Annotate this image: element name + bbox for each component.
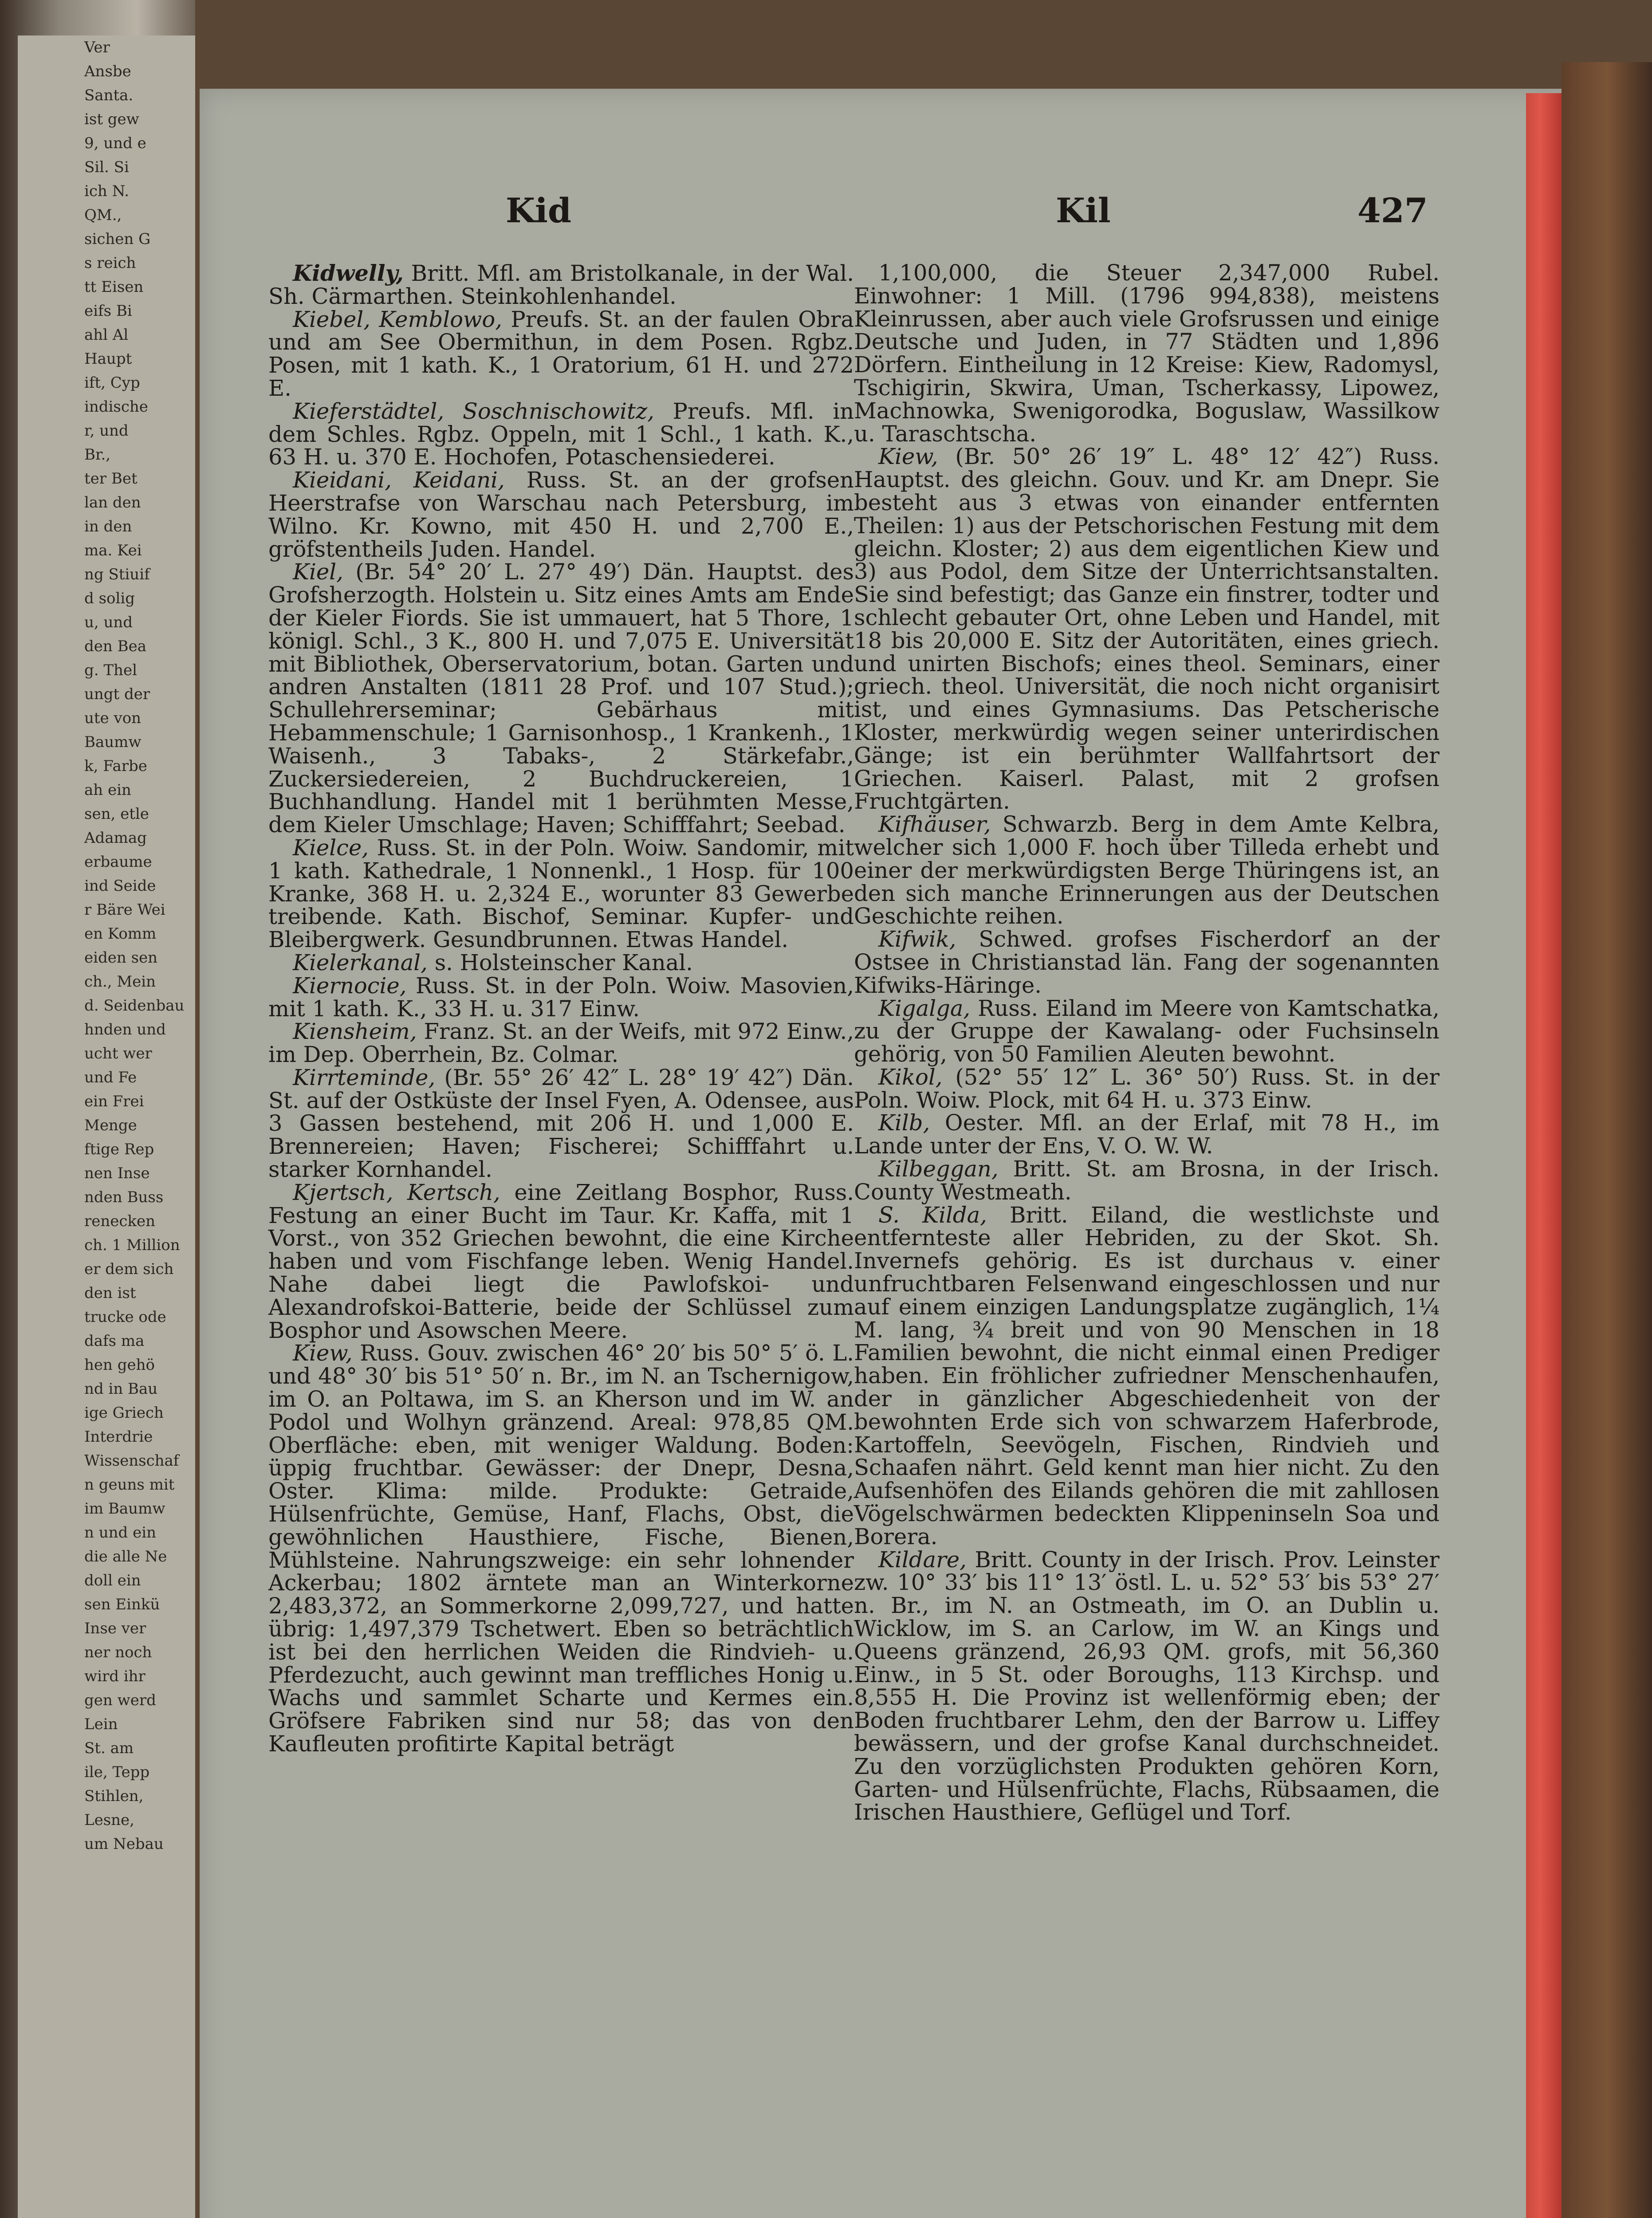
prev-page-text-fragment: hen gehö (84, 1356, 155, 1374)
entry-headword: Kielerkanal, (293, 949, 428, 975)
dictionary-entry (854, 997, 1440, 1066)
entry-headword: Kieidani, Keidani, (293, 467, 505, 493)
prev-page-text-fragment: trucke ode (84, 1308, 166, 1326)
page-edge-red (1526, 93, 1562, 2218)
prev-page-text-fragment: en Komm (84, 925, 157, 943)
prev-page-text-fragment: Menge (84, 1117, 137, 1134)
prev-page-text-fragment: Ansbe (84, 63, 131, 80)
prev-page-text-fragment: r Bäre Wei (84, 901, 165, 919)
prev-page-text-fragment: ah ein (84, 781, 131, 799)
entry-text: (Br. 54° 20′ L. 27° 49′) Dän. Hauptst. des Grofsherzogth. Holstein u. Sitz eines Amts am Ende der Kieler Fiords. Sie ist ummauert, hat 5 Thore, 1 königl. Schl., 3 K., 800 H. und 7,075 E. Universität mit Bibliothek, Oberservatorium, botan. Garten und andren Anstalten (1811 28 Prof. und 107 Stud.); Schullehrerseminar; Gebärhaus mit Hebammenschule; 1 Garnisonhosp., 1 Krankenh., 1 Waisenh., 3 Tabaks-, 2 Stärkefabr., Zuckersiedereien, 2 Buchdruckereien, 1 Buchhandlung. Handel mit 1 berühmten Messe, dem Kieler Umschlage; Haven; Schifffahrt; Seebad. (268, 559, 854, 838)
left-column (268, 262, 854, 1756)
header-right-guide-word: Kil (1056, 191, 1111, 230)
dictionary-entry (268, 400, 854, 469)
entry-headword: Kikol, (878, 1064, 943, 1090)
prev-page-text-fragment: doll ein (84, 1572, 141, 1589)
entry-text: Britt. Mfl. am Bristolkanale, in der Wal. Sh. Cärmarthen. Steinkohlenhandel. (268, 260, 854, 309)
entry-text: Preufs. Mfl. in dem Schles. Rgbz. Oppeln, mit 1 Schl., 1 kath. K., 63 H. u. 370 E. Hochofen, Potaschensiederei. (268, 398, 854, 470)
prev-page-text-fragment: ucht wer (84, 1045, 152, 1062)
prev-page-text-fragment: u, und (84, 613, 133, 631)
entry-headword: Kieferstädtel, Soschnischowitz, (293, 398, 654, 424)
prev-page-text-fragment: n und ein (84, 1524, 156, 1542)
entry-headword: Kilbeggan, (878, 1156, 999, 1182)
prev-page-text-fragment: und Fe (84, 1069, 137, 1086)
entry-text: Preufs. St. an der faulen Obra und am See Obermithun, in dem Posen. Rgbz. Posen, mit 1 kath. K., 1 Oratorium, 61 H. und 272 E. (268, 306, 854, 401)
prev-page-text-fragment: ind Seide (84, 877, 156, 895)
prev-page-text-fragment: indische (84, 398, 148, 416)
entry-headword: S. Kilda, (878, 1202, 987, 1228)
prev-page-text-fragment: dafs ma (84, 1332, 145, 1350)
prev-page-text-fragment: Interdrie (84, 1428, 153, 1446)
entry-text: (52° 55′ 12″ L. 36° 50′) Russ. St. in der Poln. Woiw. Plock, mit 64 H. u. 373 Einw. (854, 1064, 1440, 1113)
entry-text: Russ. St. in der Poln. Woiw. Sandomir, mit 1 kath. Kathedrale, 1 Nonnenkl., 1 Hosp. für 100 Kranke, 368 H. u. 2,324 E., worunter 83 Gewerbe treibende. Kath. Bischof, Seminar. Kupfer- und Bleibergwerk. Gesundbrunnen. Etwas Handel. (268, 834, 854, 953)
dictionary-entry (268, 1181, 854, 1342)
prev-page-text-fragment: s reich (84, 254, 136, 272)
prev-page-text-fragment: QM., (84, 206, 122, 224)
prev-page-text-fragment: gen werd (84, 1691, 156, 1709)
prev-page-text-fragment: Adamag (84, 829, 147, 847)
entry-text: Oester. Mfl. an der Erlaf, mit 78 H., im Lande unter der Ens, V. O. W. W. (854, 1110, 1440, 1159)
dictionary-entry (854, 1066, 1440, 1112)
prev-page-text-fragment: ungt der (84, 685, 150, 703)
entry-text: Franz. St. an der Weifs, mit 972 Einw., im Dep. Oberrhein, Bz. Colmar. (268, 1019, 854, 1068)
dictionary-entry (854, 445, 1440, 813)
prev-page-text-fragment: Wissenschaf (84, 1452, 179, 1470)
dictionary-entry (854, 928, 1440, 997)
prev-page-text-fragment: im Baumw (84, 1500, 165, 1518)
dictionary-entry (268, 972, 854, 1022)
prev-page-text-fragment: n geuns mit (84, 1476, 175, 1494)
dictionary-entry (268, 1066, 854, 1181)
dictionary-entry (268, 262, 854, 308)
prev-page-text-fragment: um Nebau (84, 1835, 164, 1853)
prev-page-text-fragment: nden Buss (84, 1188, 164, 1206)
prev-page-text-fragment: Lesne, (84, 1811, 134, 1829)
prev-page-text-fragment: ma. Kei (84, 542, 142, 559)
prev-page-text-fragment: ich N. (84, 182, 130, 200)
prev-page-text-fragment: tt Eisen (84, 278, 144, 296)
dictionary-entry (854, 813, 1440, 928)
prev-page-text-fragment: ahl Al (84, 326, 129, 344)
entry-headword: Kiensheim, (293, 1019, 417, 1045)
dictionary-entry (268, 308, 854, 400)
prev-page-text-fragment: 9, und e (84, 134, 146, 152)
prev-page-text-fragment: ift, Cyp (84, 374, 140, 392)
prev-page-text-fragment: ch., Mein (84, 973, 156, 991)
entry-text: Russ. Eiland im Meere von Kamtschatka, zu der Gruppe der Kawalang- oder Fuchsinseln gehörig, von 50 Familien Aleuten bewohnt. (854, 995, 1440, 1067)
dictionary-entry (854, 1204, 1440, 1549)
entry-headword: Kiew, (878, 444, 938, 470)
entry-headword: Kirrteminde, (293, 1064, 436, 1090)
entry-text: Schwed. grofses Fischerdorf an der Ostsee in Christianstad län. Fang der sogenannten Kifwiks-Häringe. (854, 926, 1440, 998)
prev-page-text-fragment: er dem sich (84, 1260, 174, 1278)
previous-page (18, 35, 195, 2218)
prev-page-text-fragment: Stihlen, (84, 1787, 144, 1805)
dictionary-entry (268, 561, 854, 837)
prev-page-text-fragment: sen Einkü (84, 1596, 160, 1613)
entry-text: Britt. County in der Irisch. Prov. Leinster zw. 10° 33′ bis 11° 13′ östl. L. u. 52° 53′ bis 53° 27′ n. Br., im N. an Ostmeath, im O. an Dublin u. Wicklow, im S. an Carlow, im W. an Kings und Queens gränzend, 26,93 QM. grofs, mit 56,360 Einw., in 5 St. oder Boroughs, 113 Kirchsp. und 8,555 H. Die Provinz ist wellenförmig eben; der Boden fruchtbarer Lehm, den der Barrow u. Liffey bewässern, und der grofse Kanal durchschneidet. Zu den vorzüglichsten Produkten gehören Korn, Garten- und Hülsenfrüchte, Flachs, Rübsaamen, die Irischen Hausthiere, Geflügel und Torf. (854, 1546, 1440, 1825)
entry-text: eine Zeitlang Bosphor, Russ. Festung an einer Bucht im Taur. Kr. Kaffa, mit 1 Vorst., von 352 Griechen bewohnt, die eine Kirche haben und vom Fischfange leben. Wenig Handel. Nahe dabei liegt die Pawlofskoi- und Alexandrofskoi-Batterie, beide der Schlüssel zum Bosphor und Asowschen Meere. (268, 1179, 854, 1343)
prev-page-text-fragment: Baumw (84, 733, 142, 751)
dictionary-entry (268, 834, 854, 953)
dictionary-entry (268, 1020, 854, 1066)
prev-page-text-fragment: sichen G (84, 230, 151, 248)
header-left-guide-word: Kid (506, 191, 572, 230)
prev-page-text-fragment: Ver (84, 39, 110, 56)
dictionary-entry (854, 1158, 1440, 1204)
prev-page-text-fragment: eiden sen (84, 949, 158, 967)
dictionary-entry (268, 469, 854, 561)
dictionary-entry (854, 262, 1440, 445)
entry-headword: Kiew, (293, 1340, 353, 1366)
entry-headword: Kilb, (878, 1110, 930, 1136)
prev-page-text-fragment: den Bea (84, 637, 146, 655)
prev-page-text-fragment: ist gew (84, 110, 139, 128)
entry-headword: Kigalga, (878, 995, 971, 1021)
prev-page-text-fragment: wird ihr (84, 1667, 146, 1685)
entry-headword: Kielce, (293, 834, 369, 861)
prev-page-text-fragment: d solig (84, 590, 135, 607)
prev-page-text-fragment: nd in Bau (84, 1380, 158, 1398)
prev-page-text-fragment: ige Griech (84, 1404, 164, 1422)
prev-page-text-fragment: Sil. Si (84, 158, 129, 176)
entry-headword: Kifhäuser, (878, 811, 991, 838)
prev-page-text-fragment: nen Inse (84, 1164, 150, 1182)
entry-text: Russ. St. an der grofsen Heerstrafse von Warschau nach Petersburg, im Wilno. Kr. Kowno, mit 450 H. und 2,700 E., gröfstentheils Juden. Handel. (268, 467, 854, 562)
prev-page-text-fragment: den ist (84, 1284, 136, 1302)
entry-text: Schwarzb. Berg in dem Amte Kelbra, welcher sich 1,000 F. hoch über Tilleda erhebt und einer der merkwürdigsten Berge Thüringens ist, an den sich manche Erinnerungen aus der Deutschen Geschichte reihen. (854, 811, 1440, 929)
prev-page-text-fragment: d. Seidenbau (84, 997, 185, 1015)
prev-page-text-fragment: lan den (84, 494, 141, 511)
entry-text: Russ. Gouv. zwischen 46° 20′ bis 50° 5′ ö. L. und 48° 30′ bis 51° 50′ n. Br., im N. an Tschernigow, im O. an Poltawa, im S. an Kherson und im W. an Podol und Wolhyn gränzend. Areal: 978,85 QM. Oberfläche: eben, mit weniger Waldung. Boden: üppig fruchtbar. Gewässer: der Dnepr, Desna, Oster. Klima: milde. Produkte: Getraide, Hülsenfrüchte, Gemüse, Hanf, Flachs, Obst, die gewöhnlichen Hausthiere, Fische, Bienen, Mühlsteine. Nahrungszweige: ein sehr lohnender Ackerbau; 1802 ärntete man an Winterkorne 2,483,372, an Sommerkorne 2,099,727, und hatte übrig: 1,497,379 Tschetwert. Eben so beträchtlich ist bei den herrlichen Weiden die Rindvieh- u. Pferdezucht, auch gewinnt man treffliches Honig u. Wachs und sammlet Scharte und Kermes ein. Gröfsere Fabriken sind nur 58; das von den Kaufleuten profitirte Kapital beträgt (268, 1340, 854, 1757)
prev-page-text-fragment: die alle Ne (84, 1548, 167, 1565)
dictionary-entry (268, 1342, 854, 1755)
prev-page-text-fragment: ute von (84, 709, 142, 727)
prev-page-text-fragment: ng Stiuif (84, 566, 150, 583)
prev-page-text-fragment: renecken (84, 1212, 156, 1230)
entry-text: 1,100,000, die Steuer 2,347,000 Rubel. Einwohner: 1 Mill. (1796 994,838), meistens Kleinrussen, aber auch viele Grofsrussen und einige Deutsche und Juden, in 77 Städten und 1,896 Dörfern. Eintheilung in 12 Kreise: Kiew, Radomysl, Tschigirin, Skwira, Uman, Tscherkassy, Lipowez, Machnowka, Swenigorodka, Boguslaw, Wassilkow u. Taraschtscha. (854, 260, 1440, 447)
prev-page-text-fragment: g. Thel (84, 661, 137, 679)
entry-headword: Kifwik, (878, 926, 956, 952)
entry-headword: Kiebel, Kemblowo, (293, 306, 503, 332)
prev-page-text-fragment: r, und (84, 422, 129, 440)
right-column (854, 262, 1440, 1824)
entry-text: Britt. St. am Brosna, in der Irisch. County Westmeath. (854, 1156, 1440, 1205)
prev-page-text-fragment: ter Bet (84, 470, 138, 488)
prev-page-text-fragment: eifs Bi (84, 302, 132, 320)
prev-page-text-fragment: Br., (84, 446, 111, 464)
entry-headword: Kildare, (878, 1546, 967, 1573)
entry-headword: Kjertsch, Kertsch, (293, 1179, 500, 1205)
prev-page-text-fragment: k, Farbe (84, 757, 147, 775)
prev-page-text-fragment: Inse ver (84, 1620, 146, 1637)
prev-page-text-fragment: ner noch (84, 1644, 152, 1661)
prev-page-text-fragment: ein Frei (84, 1093, 144, 1110)
book-cover-edge (1562, 62, 1652, 2218)
dictionary-entry (854, 1112, 1440, 1158)
prev-page-text-fragment: hnden und (84, 1021, 166, 1038)
prev-page-text-fragment: in den (84, 518, 132, 535)
entry-headword: Kiernocie, (293, 972, 407, 999)
entry-text: (Br. 55° 26′ 42″ L. 28° 19′ 42″) Dän. St. auf der Ostküste der Insel Fyen, A. Odensee, aus 3 Gassen bestehend, mit 206 H. und 1,000 E. Brennereien; Haven; Fischerei; Schifffahrt u. starker Kornhandel. (268, 1064, 854, 1183)
prev-page-text-fragment: St. am (84, 1739, 134, 1757)
prev-page-text-fragment: sen, etle (84, 805, 149, 823)
entry-text: (Br. 50° 26′ 19″ L. 48° 12′ 42″) Russ. Hauptst. des gleichn. Gouv. und Kr. am Dnepr. Sie besteht aus 3 etwas von einander entfernten Theilen: 1) aus der Petschorischen Festung mit dem gleichn. Kloster; 2) aus dem eigentlichen Kiew und 3) aus Podol, dem Sitze der Unterrichtsanstalten. Sie sind befestigt; das Ganze ein finstrer, todter und schlecht gebauter Ort, ohne Leben und Handel, mit 18 bis 20,000 E. Sitz der Autoritäten, eines griech. und unirten Bischofs; eines theol. Seminars, einer griech. theol. Universität, die noch nicht organisirt ist, und eines Gymnasiums. Das Petscherische Kloster, merkwürdig wegen seiner unterirdischen Gänge; ist ein berühmter Wallfahrtsort der Griechen. Kaiserl. Palast, mit 2 grofsen Fruchtgärten. (854, 444, 1440, 814)
prev-page-text-fragment: Santa. (84, 87, 134, 104)
prev-page-text-fragment: ch. 1 Million (84, 1236, 180, 1254)
page-number: 427 (1357, 191, 1428, 230)
prev-page-text-fragment: Lein (84, 1715, 118, 1733)
dictionary-entry (268, 949, 854, 975)
dictionary-entry (854, 1546, 1440, 1825)
entry-text: Britt. Eiland, die westlichste und entfernteste aller Hebriden, zu der Skot. Sh. Invernefs gehörig. Es ist durchaus v. einer unfruchtbaren Felsenwand eingeschlossen und nur auf einem einzigen Landungsplatze zugänglich, 1¼ M. lang, ¾ breit und von 90 Menschen in 18 Familien bewohnt, die nicht einmal einen Prediger haben. Ein fröhlicher zufriedner Menschenhaufen, der in gänzlicher Abgeschiedenheit von der bewohnten Erde sich von schwarzem Haferbrode, Kartoffeln, Seevögeln, Fischen, Rindvieh und Schaafen nährt. Geld kennt man hier nicht. Zu den Aufsenhöfen des Eilands gehören die mit zahllosen Vögelschwärmen bedeckten Klippeninseln Soa und Borera. (854, 1202, 1440, 1549)
prev-page-text-fragment: ftige Rep (84, 1140, 154, 1158)
prev-page-text-fragment: erbaume (84, 853, 152, 871)
running-header (506, 191, 1428, 240)
prev-page-text-fragment: ile, Tepp (84, 1763, 150, 1781)
entry-headword: Kiel, (293, 559, 343, 585)
entry-headword: Kidwelly, (293, 260, 404, 286)
entry-text: s. Holsteinscher Kanal. (427, 949, 693, 975)
prev-page-text-fragment: Haupt (84, 350, 132, 368)
entry-text: Russ. St. in der Poln. Woiw. Masovien, mit 1 kath. K., 33 H. u. 317 Einw. (268, 972, 854, 1022)
